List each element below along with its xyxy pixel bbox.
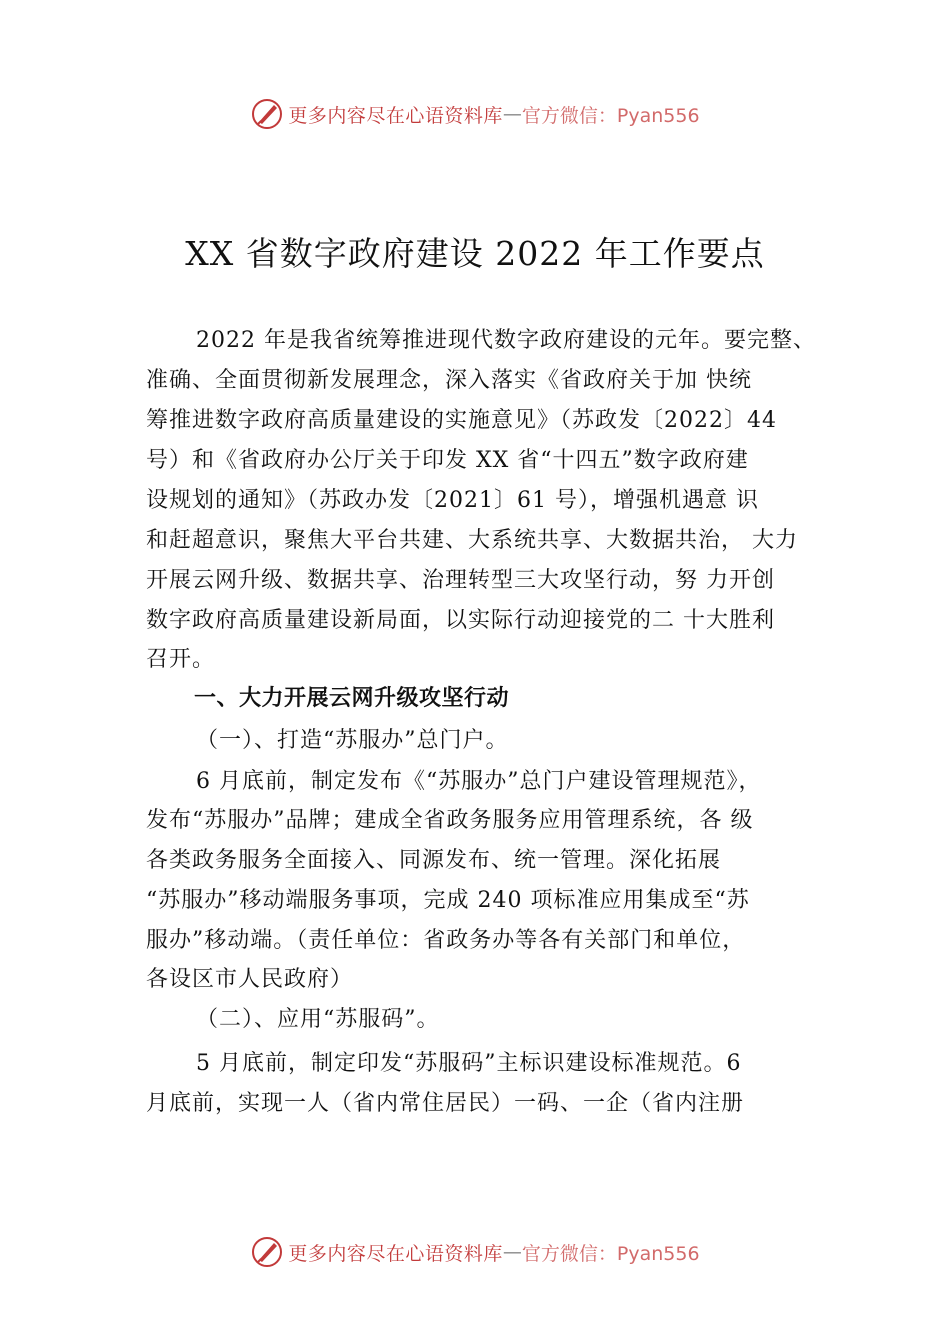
body-line: 服办”移动端。（责任单位：省政务办等各有关部门和单位， [146,928,746,953]
subsection-heading: （二）、应用“苏服码”。 [196,1007,440,1032]
watermark-header [0,96,950,132]
body-line: 准确、全面贯彻新发展理念，深入落实《省政府关于加 快统 [146,368,752,393]
watermark-dash: — [502,103,522,125]
watermark-text: 更多内容尽在心语资料库 [288,1242,503,1265]
body-line: 筹推进数字政府高质量建设的实施意见》（苏政发〔2022〕44 [146,408,777,433]
body-line: 5 月底前，制定印发“苏服码”主标识建设标准规范。6 [196,1051,742,1076]
body-line: 数字政府高质量建设新局面，以实际行动迎接党的二 十大胜利 [146,608,775,633]
body-line: 6 月底前，制定发布《“苏服办”总门户建设管理规范》， [196,769,762,794]
body-line: 号）和《省政府办公厅关于印发 XX 省“十四五”数字政府建 [146,448,749,473]
quill-logo-icon [250,97,284,131]
body-line: 发布“苏服办”品牌；建成全省政务服务应用管理系统，各 级 [146,808,754,833]
body-line: 设规划的通知》（苏政办发〔2021〕61 号），增强机遇意 识 [146,488,759,513]
watermark-text: 更多内容尽在心语资料库 [288,104,503,127]
watermark-footer [0,1234,950,1270]
document-title: XX 省数字政府建设 2022 年工作要点 [185,234,765,273]
body-line: 和赶超意识，聚焦大平台共建、大系统共享、大数据共治， 大力 [146,528,798,553]
body-line: 2022 年是我省统筹推进现代数字政府建设的元年。要完整、 [196,328,816,353]
watermark-contact: 官方微信：Pyan556 [521,104,700,127]
body-line: 各类政务服务全面接入、同源发布、统一管理。深化拓展 [146,848,722,873]
section-heading: 一、大力开展云网升级攻坚行动 [194,686,510,711]
subsection-heading: （一）、打造“苏服办”总门户。 [196,728,509,753]
quill-logo-icon [250,1235,284,1269]
watermark-contact: 官方微信：Pyan556 [521,1242,700,1265]
watermark-dash: — [502,1241,522,1263]
body-line: 各设区市人民政府） [146,967,354,992]
body-line: “苏服办”移动端服务事项，完成 240 项标准应用集成至“苏 [146,888,750,913]
body-line: 召开。 [146,647,216,672]
body-line: 月底前，实现一人（省内常住居民）一码、一企（省内注册 [146,1091,745,1116]
body-line: 开展云网升级、数据共享、治理转型三大攻坚行动，努 力开创 [146,568,775,593]
